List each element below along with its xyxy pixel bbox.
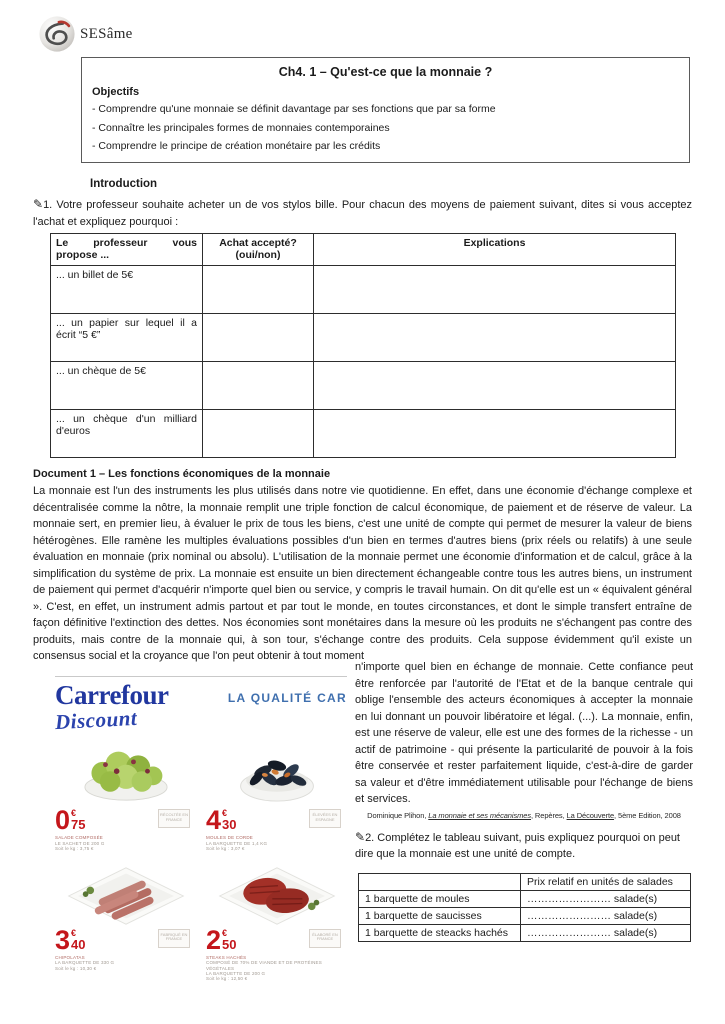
right-column [355,659,693,942]
row-label: ... un chèque d'un milliard d'euros [51,410,203,458]
euro-sign: € [71,927,77,938]
carrefour-ad [55,676,347,982]
col-header-propose: Le professeur vous propose ... [51,234,203,266]
objective-item: - Connaître les principales formes de monnaies contemporaines [92,121,390,134]
document1-heading: Document 1 – Les fonctions économiques de la monnaie [33,468,331,480]
relative-price-table [358,873,691,942]
row-label: 1 barquette de saucisses [359,907,521,924]
ad-tagline: LA QUALITÉ CAR [227,691,347,705]
chapter-header-box [81,57,690,163]
origin-stamp: RÉCOLTÉE EN FRANCE [158,809,190,828]
table-header-row [51,234,676,266]
citation-author: Dominique Plihon, [367,810,429,820]
table-row [359,907,691,924]
price-int: 3 [55,924,71,955]
question-1-text: 1. Votre professeur souhaite acheter un de vos stylos bille. Pour chacun des moyens de paiement suivant, dites si vous acceptez l'achat et expliquez pourquoi : [33,199,692,228]
row-label: ... un chèque de 5€ [51,362,203,410]
product-salade [55,741,196,852]
explanation-cell [314,266,676,314]
price-cents: 40 [71,936,86,952]
product-steaks [206,865,347,982]
table-row [359,890,691,907]
row-label: ... un papier sur lequel il a écrit “5 €” [51,314,203,362]
table-header-row [359,873,691,890]
product-description: SALADE COMPOSÉE LE SACHET DE 200 G Soit le kg : 3,75 € [55,835,105,852]
product-saucisses [55,865,196,982]
logo-wordmark: SESâme [80,25,133,42]
dotted-answer-cell: …………………… salade(s) [521,890,691,907]
question-1 [33,196,692,230]
salad-bowl-icon [70,741,182,807]
origin-stamp: FABRIQUÉ EN FRANCE [158,929,190,948]
document1-paragraph: La monnaie est l'un des instruments les plus utilisés dans notre vie quotidienne. En effet, dans une économie d'échange complexe et décentralisée comme la nôtre, la monnaie remplit une triple fonction de calcul économique, de paiement et de réserve de valeur. La monnaie sert, en premier lieu, à évaluer le prix de tous les biens, c'est une unité de compte qui permet de mesurer la valeur de biens hétérogènes. Elle ramène les multiples évaluations possibles d'un bien en termes d'autres biens (prix réels ou relatifs) à une seule évaluation en monnaie (prix nominal ou absolu). L'utilisation de la monnaie permet une économie d'information et de calcul, grâce à la simplification du système de prix. La monnaie est ensuite un bien directement échangeable contre tous les autres biens, un instrument de paiement qui permet d'acquérir n'importe quel bien ou service, y compris le travail humain. On dit qu'elle est un « équivalent général ». C'est, en effet, un instrument admis partout et par tout le monde, en toutes circonstances, et dont le simple transfert entraîne de façon définitive l'extinction des dettes. Nos économies sont monétaires dans la mesure où les produits ne s'échangent pas contre des produits, mais contre de la monnaie qui, à son tour, s'échange contre des produits. Cela suppose évidemment qu'il existe un consensus social et la croyance que l'on peut obtenir à tout moment [33,485,692,663]
product-grid [55,741,347,982]
origin-stamp: ÉLEVÉES EN ESPAGNE [309,809,341,828]
answer-cell [203,362,314,410]
question-2-text: 2. Complétez le tableau suivant, puis expliquez pourquoi on peut dire que la monnaie est une unité de compte. [355,831,680,861]
row-label: ... un billet de 5€ [51,266,203,314]
citation-collection: , Repères, [530,810,567,820]
sausages-plate-icon [64,865,188,927]
col-header-prix-relatif: Prix relatif en unités de salades [521,873,691,890]
product-description: STEAKS HACHÉS COMPOSÉ DE 70% DE VIANDE ET DE PROTÉINES VÉGÉTALES LA BARQUETTE DE 200 G Soit le kg : 12,50 € [206,954,322,982]
salad-photo [55,741,196,807]
dotted-answer-cell: …………………… salade(s) [521,907,691,924]
discount-wordmark: Discount [54,705,138,735]
sesame-logo [38,15,133,53]
answer-cell [203,314,314,362]
objective-item: - Comprendre le principe de création monétaire par les crédits [92,140,381,152]
ad-brand-row [55,682,347,733]
mussels-photo [206,741,347,807]
price-int: 2 [206,924,222,955]
pencil-icon: ✎ [33,197,44,211]
empty-header-cell [359,873,521,890]
col-header-explications: Explications [314,234,676,266]
citation-edition: , 5ème Edition, 2008 [614,810,681,820]
answer-cell [203,266,314,314]
objective-item: - Comprendre qu'une monnaie se définit davantage par ses fonctions que par sa forme [92,103,496,115]
table-row [51,410,676,458]
price-salade [55,805,86,835]
origin-stamp: ÉLABORÉ EN FRANCE [309,929,341,948]
steaks-photo [206,865,347,927]
mussels-bowl-icon [221,741,333,807]
steaks-plate-icon [215,865,339,927]
price-cents: 50 [222,936,237,952]
price-int: 4 [206,805,222,835]
table-row [51,362,676,410]
product-description: CHIPOLATAS LA BARQUETTE DE 330 G Soit le kg : 10,30 € [55,954,115,971]
answer-cell [203,410,314,458]
carrefour-wordmark: Carrefour [55,680,169,710]
price-cents: 75 [71,817,86,832]
price-int: 0 [55,805,71,835]
price-steaks [206,924,237,955]
explanation-cell [314,362,676,410]
explanation-cell [314,314,676,362]
price-moules [206,805,237,835]
table-row [51,314,676,362]
citation-book-title: La monnaie et ses mécanismes [428,810,531,820]
product-description: MOULES DE CORDE LA BARQUETTE DE 1,4 KG Soit le kg : 3,07 € [206,835,268,852]
row-label: 1 barquette de steacks hachés [359,924,521,941]
pencil-icon: ✎ [355,829,366,844]
product-moules [206,741,347,852]
euro-sign: € [71,808,77,818]
question-2 [355,829,693,863]
document1-paragraph-wrap: n'importe quel bien en échange de monnaie. Cette confiance peut être renforcée par l'autorité de l'Etat et de la banque centrale qui oblige l'ensemble des acteurs économiques à accepter la monnaie en lui donnant un pouvoir libératoire et légal. (...). La monnaie, enfin, est une réserve de valeur, elle est une des formes de la richesse - un actif de patrimoine - qui présente la particularité de pouvoir à la fois être conservée et rester parfaitement liquide, c'est-à-dire de garder sa valeur et d'être immédiatement utilisable pour l'échange de biens et services. [355,661,693,806]
col-header-achat: Achat accepté? (oui/non) [203,234,314,266]
sesame-sphere-icon [38,15,76,53]
intro-heading: Introduction [90,178,158,190]
price-cents: 30 [222,817,237,832]
table-row [359,924,691,941]
chapter-title: Ch4. 1 – Qu'est-ce que la monnaie ? [278,65,493,79]
price-saucisses [55,924,86,955]
citation [355,811,693,820]
row-label: 1 barquette de moules [359,890,521,907]
objectives-label: Objectifs [92,86,140,98]
dotted-answer-cell: …………………… salade(s) [521,924,691,941]
sausages-photo [55,865,196,927]
euro-sign: € [222,808,228,818]
euro-sign: € [222,927,228,938]
citation-publisher: La Découverte [566,810,615,820]
table-row [51,266,676,314]
explanation-cell [314,410,676,458]
payment-table [50,233,676,458]
